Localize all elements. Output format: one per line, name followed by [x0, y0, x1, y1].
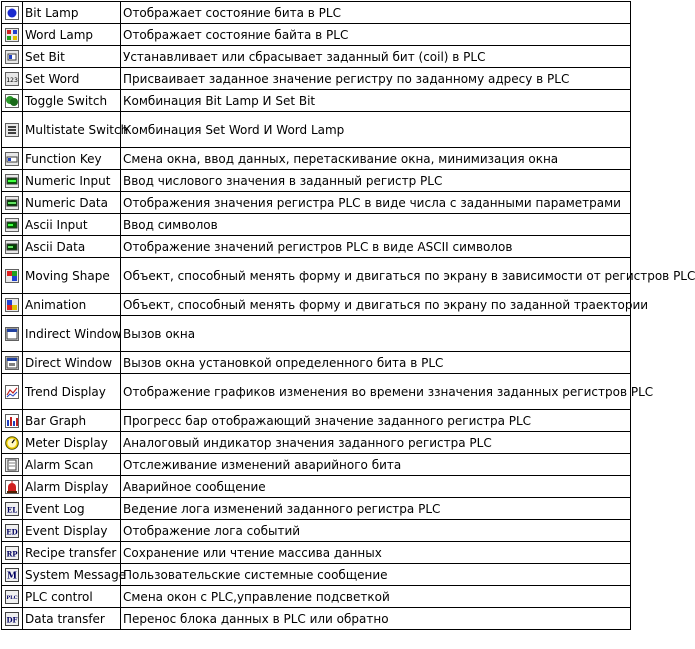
event-log-icon — [5, 502, 19, 516]
alarm-scan-icon — [5, 458, 19, 472]
icon-cell — [2, 498, 23, 520]
object-description: Вызов окна установкой определенного бита в PLC — [121, 352, 631, 374]
icon-cell — [2, 520, 23, 542]
object-description: Отображение графиков изменения во времени ззначения заданных регистров PLC — [121, 374, 631, 410]
object-name: Ascii Data — [23, 236, 121, 258]
table-row — [2, 520, 631, 542]
icon-cell — [2, 46, 23, 68]
icon-cell — [2, 352, 23, 374]
object-description: Пользовательские системные сообщение — [121, 564, 631, 586]
object-description: Комбинация Bit Lamp И Set Bit — [121, 90, 631, 112]
object-description: Сохранение или чтение массива данных — [121, 542, 631, 564]
icon-cell — [2, 410, 23, 432]
object-description: Отображение лога событий — [121, 520, 631, 542]
table-row — [2, 236, 631, 258]
direct-window-icon — [5, 356, 19, 370]
object-description: Смена окна, ввод данных, перетаскивание окна, минимизация окна — [121, 148, 631, 170]
object-name: Numeric Data — [23, 192, 121, 214]
svg-text:DF: DF — [6, 615, 18, 625]
moving-shape-icon — [5, 269, 19, 283]
svg-text:RP: RP — [6, 549, 18, 559]
icon-cell — [2, 542, 23, 564]
object-description: Объект, способный менять форму и двигаться по экрану в зависимости от регистров PLC — [121, 258, 631, 294]
indirect-window-icon — [5, 327, 19, 341]
table-row — [2, 148, 631, 170]
object-name: Bar Graph — [23, 410, 121, 432]
alarm-display-icon — [5, 480, 19, 494]
icon-cell — [2, 586, 23, 608]
object-description: Отображает состояние бита в PLC — [121, 2, 631, 24]
object-name: Set Bit — [23, 46, 121, 68]
object-description: Смена окон с PLC,управление подсветкой — [121, 586, 631, 608]
icon-cell — [2, 2, 23, 24]
table-row — [2, 542, 631, 564]
object-name: Function Key — [23, 148, 121, 170]
table-row — [2, 214, 631, 236]
table-row — [2, 608, 631, 630]
table-row — [2, 352, 631, 374]
object-name: Set Word — [23, 68, 121, 90]
recipe-transfer-icon — [5, 546, 19, 560]
table-row — [2, 170, 631, 192]
icon-cell — [2, 24, 23, 46]
function-key-icon — [5, 152, 19, 166]
numeric-input-icon — [5, 174, 19, 188]
icon-cell — [2, 112, 23, 148]
bar-graph-icon — [5, 414, 19, 428]
table-row — [2, 24, 631, 46]
table-row — [2, 586, 631, 608]
set-bit-icon — [5, 50, 19, 64]
svg-text:M: M — [7, 571, 17, 582]
bit-lamp-icon — [5, 6, 19, 20]
table-row — [2, 432, 631, 454]
event-display-icon — [5, 524, 19, 538]
icon-cell — [2, 170, 23, 192]
object-name: Recipe transfer — [23, 542, 121, 564]
animation-icon — [5, 298, 19, 312]
table-row — [2, 454, 631, 476]
object-name: Direct Window — [23, 352, 121, 374]
object-name: Toggle Switch — [23, 90, 121, 112]
object-name: PLC control — [23, 586, 121, 608]
trend-display-icon — [5, 385, 19, 399]
icon-cell — [2, 564, 23, 586]
object-name: Multistate Switch — [23, 112, 121, 148]
object-description: Прогресс бар отображающий значение заданного регистра PLC — [121, 410, 631, 432]
object-name: System Message — [23, 564, 121, 586]
icon-cell — [2, 236, 23, 258]
multistate-switch-icon — [5, 123, 19, 137]
plc-control-icon — [5, 590, 19, 604]
object-name: Meter Display — [23, 432, 121, 454]
object-name: Alarm Display — [23, 476, 121, 498]
data-transfer-icon — [5, 612, 19, 626]
table-row — [2, 2, 631, 24]
parts-table — [1, 1, 695, 630]
object-description: Ведение лога изменений заданного регистра PLC — [121, 498, 631, 520]
table-row — [2, 476, 631, 498]
icon-cell — [2, 192, 23, 214]
ascii-data-icon — [5, 240, 19, 254]
object-description: Присваивает заданное значение регистру по заданному адресу в PLC — [121, 68, 631, 90]
icon-cell — [2, 214, 23, 236]
table-row — [2, 90, 631, 112]
table-row — [2, 258, 631, 294]
object-name: Trend Display — [23, 374, 121, 410]
table-row — [2, 68, 631, 90]
icon-cell — [2, 294, 23, 316]
word-lamp-icon — [5, 28, 19, 42]
object-name: Alarm Scan — [23, 454, 121, 476]
object-name: Animation — [23, 294, 121, 316]
object-description: Перенос блока данных в PLC или обратно — [121, 608, 631, 630]
icon-cell — [2, 476, 23, 498]
object-description: Ввод символов — [121, 214, 631, 236]
object-name: Numeric Input — [23, 170, 121, 192]
object-name: Bit Lamp — [23, 2, 121, 24]
svg-text:123: 123 — [6, 75, 18, 84]
icon-cell — [2, 90, 23, 112]
table-row — [2, 294, 631, 316]
table-row — [2, 498, 631, 520]
object-name: Data transfer — [23, 608, 121, 630]
table-row — [2, 410, 631, 432]
object-name: Word Lamp — [23, 24, 121, 46]
object-name: Indirect Window — [23, 316, 121, 352]
object-description: Отображения значения регистра PLC в виде числа с заданными параметрами — [121, 192, 631, 214]
icon-cell — [2, 148, 23, 170]
icon-cell — [2, 432, 23, 454]
icon-cell — [2, 68, 23, 90]
svg-text:EL: EL — [6, 505, 18, 515]
ascii-input-icon — [5, 218, 19, 232]
icon-cell — [2, 258, 23, 294]
numeric-data-icon — [5, 196, 19, 210]
system-message-icon — [5, 568, 19, 582]
icon-cell — [2, 454, 23, 476]
table-row — [2, 564, 631, 586]
object-description: Отображение значений регистров PLC в виде ASCII символов — [121, 236, 631, 258]
table-row — [2, 192, 631, 214]
object-description: Вызов окна — [121, 316, 631, 352]
object-description: Отображает состояние байта в PLC — [121, 24, 631, 46]
icon-cell — [2, 374, 23, 410]
object-description: Аварийное сообщение — [121, 476, 631, 498]
object-description: Комбинация Set Word И Word Lamp — [121, 112, 631, 148]
table-row — [2, 374, 631, 410]
svg-text:PLC: PLC — [6, 594, 18, 601]
object-description: Отслеживание изменений аварийного бита — [121, 454, 631, 476]
icon-cell — [2, 608, 23, 630]
object-description: Ввод числового значения в заданный регистр PLC — [121, 170, 631, 192]
object-name: Event Display — [23, 520, 121, 542]
parts-table-body — [2, 2, 695, 630]
object-name: Ascii Input — [23, 214, 121, 236]
table-row — [2, 112, 631, 148]
icon-cell — [2, 316, 23, 352]
object-description: Объект, способный менять форму и двигаться по экрану по заданной траектории — [121, 294, 631, 316]
object-name: Event Log — [23, 498, 121, 520]
object-description: Аналоговый индикатор значения заданного регистра PLC — [121, 432, 631, 454]
svg-text:ED: ED — [6, 527, 18, 537]
object-description: Устанавливает или сбрасывает заданный бит (coil) в PLC — [121, 46, 631, 68]
table-row — [2, 316, 631, 352]
toggle-switch-icon — [5, 94, 19, 108]
object-name: Moving Shape — [23, 258, 121, 294]
set-word-icon — [5, 72, 19, 86]
meter-display-icon — [5, 436, 19, 450]
table-row — [2, 46, 631, 68]
